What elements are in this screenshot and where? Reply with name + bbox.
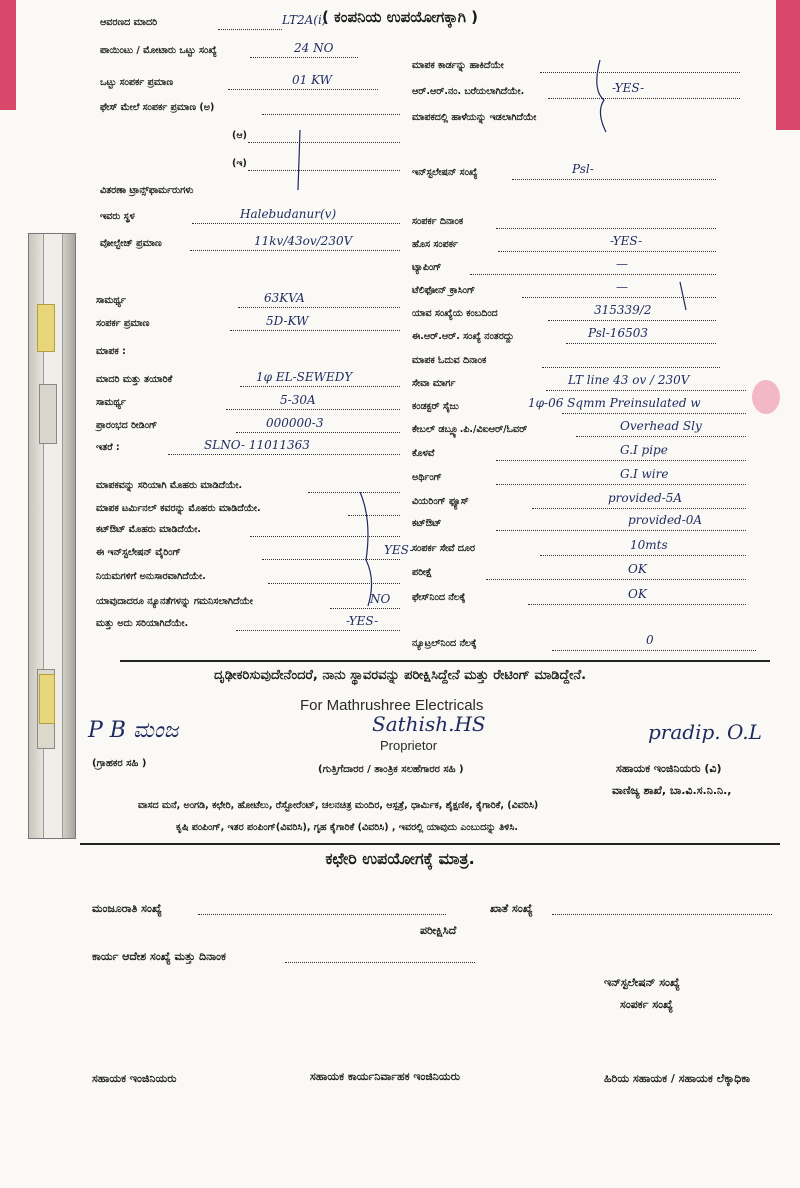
left-field-label: ಆವರಣದ ಮಾದರಿ — [100, 17, 158, 28]
left-field-line — [238, 307, 400, 308]
office-use-title: ಕಛೇರಿ ಉಪಯೋಗಕ್ಕೆ ಮಾತ್ರ. — [325, 849, 475, 868]
tape-piece — [39, 384, 57, 444]
right-field-value: 315339/2 — [594, 303, 652, 317]
engineer-title: ಸಹಾಯಕ ಇಂಜಿನಿಯರು (ವಿ) — [616, 762, 722, 775]
left-field-value: 000000-3 — [266, 416, 324, 430]
left-field-value: SLNO- 11011363 — [204, 438, 310, 452]
engineer-signature: pradip. O.L — [648, 720, 762, 744]
left-field-label: ನಿಯಮಗಳಿಗೆ ಅನುಸಾರವಾಗಿದೆಯೇ. — [96, 571, 206, 582]
right-field-label: ಆರ್.ಆರ್.ನಂ. ಬರೆಯಲಾಗಿದೆಯೇ. — [412, 86, 525, 97]
left-field-value: 24 NO — [294, 41, 334, 55]
left-field-label: ಕಟ್‌ಔಟ್ ಮೊಹರು ಮಾಡಿದೆಯೇ. — [96, 524, 201, 535]
left-field-value: 01 KW — [292, 73, 332, 87]
right-field-label: ಈ.ಆರ್.ಆರ್. ಸಂಖ್ಯೆ ನಂತರದ್ದು — [412, 331, 514, 342]
left-field-label: ವೋಲ್ಟೇಜ್ ಪ್ರಮಾಣ — [100, 238, 162, 249]
left-field-line — [240, 386, 400, 387]
left-field-line — [330, 608, 400, 609]
work-order-label: ಕಾರ್ಯ ಆದೇಶ ಸಂಖ್ಯೆ ಮತ್ತು ದಿನಾಂಕ — [92, 950, 226, 963]
work-order-line — [285, 962, 475, 963]
left-field-line — [262, 559, 400, 560]
divider-line — [80, 843, 780, 845]
left-field-line — [168, 454, 400, 455]
sanction-no-label: ಮಂಜೂರಾತಿ ಸಂಖ್ಯೆ — [92, 902, 162, 915]
left-field-line — [268, 583, 400, 584]
right-field-value: 10mts — [630, 538, 668, 552]
left-field-value: LT2A(i) — [282, 13, 327, 27]
right-field-value: OK — [628, 562, 647, 576]
right-field-value: 1φ-06 Sqmm Preinsulated w — [528, 396, 701, 410]
left-field-line — [236, 432, 400, 433]
left-field-line — [308, 492, 400, 493]
right-field-label: ಕೇಬಲ್ ಡಬ್ಲ್ಯೂ.ಪಿ./ವಿಐಆರ್/ಓವರ್ — [412, 424, 528, 435]
left-field-line — [226, 409, 400, 410]
contractor-signature: Sathish.HS — [372, 712, 486, 736]
customer-sign-label: (ಗ್ರಾಹಕರ ಸಹಿ ) — [92, 758, 147, 769]
categories-line-1: ವಾಸದ ಮನೆ, ಅಂಗಡಿ, ಕಛೇರಿ, ಹೋಟೆಲು, ರೆಸ್ಟೋರೆಂಟ್, ಚಲನಚಿತ್ರ ಮಂದಿರ, ಆಸ್ಪತ್ರೆ, ಧಾರ್ಮಿಕ, ಶೈಕ್ಷಣಿಕ, ಕೈಗಾರಿಕೆ, (ವಿವರಿಸಿ) — [138, 800, 539, 811]
left-field-label: ಇವರು ಸ್ಥಳ — [100, 211, 135, 222]
installation-no-label: ಇನ್‌ಸ್ಟಲೇಷನ್ ಸಂಖ್ಯೆ — [604, 976, 680, 989]
pink-blob — [752, 380, 780, 414]
declaration-text: ದೃಢೀಕರಿಸುವುದೇನೆಂದರೆ, ನಾನು ಸ್ಥಾವರವನ್ನು ಪರೀಕ್ಷಿಸಿದ್ದೇನೆ ಮತ್ತು ರೇಟಿಂಗ್ ಮಾಡಿದ್ದೇನೆ. — [213, 668, 587, 683]
left-field-label: ಮಾಪಕ : — [96, 346, 126, 357]
right-field-label: ಸಂಪರ್ಕ ದಿನಾಂಕ — [412, 216, 464, 227]
stamp-for: For Mathrushree Electricals — [300, 697, 484, 714]
left-field-label: ವಿತರಣಾ ಟ್ರಾನ್ಸ್‌ಫಾರ್ಮರುಗಳು — [100, 185, 194, 196]
right-field-line — [532, 508, 746, 509]
customer-signature: P B ಮಂಜ — [88, 718, 179, 743]
right-field-line — [546, 390, 746, 391]
right-field-value: OK — [628, 587, 647, 601]
right-field-value: provided-5A — [608, 491, 683, 505]
right-field-line — [496, 484, 746, 485]
right-field-line — [542, 367, 720, 368]
left-field-label: ಮಾದರಿ ಮತ್ತು ತಯಾರಿಕೆ — [96, 374, 173, 385]
left-field-line — [348, 515, 400, 516]
right-field-label: ಇನ್‌ಸ್ಟಲೇಷನ್ ಸಂಖ್ಯೆ — [412, 167, 478, 178]
right-field-value: Psl-16503 — [588, 326, 648, 340]
right-field-line — [470, 274, 716, 275]
right-field-label: ಟೆಲಿಫೋನ್ ಕ್ರಾಸಿಂಗ್ — [412, 285, 476, 296]
left-field-value: YES- — [384, 543, 414, 557]
right-field-line — [498, 251, 716, 252]
right-field-label: ನ್ಯೂಟ್ರಲ್‌ನಿಂದ ನೆಲಕ್ಕೆ — [412, 638, 477, 649]
left-field-label: ಫೇಸ್ ಮೇಲೆ ಸಂಪರ್ಕ ಪ್ರಮಾಣ (ಅ) — [100, 102, 215, 113]
divider-line — [120, 660, 770, 662]
right-field-line — [566, 343, 716, 344]
right-field-label: ಕಂಡಕ್ಟರ್ ಸೈಜು — [412, 401, 459, 412]
left-field-label: ಮಾಪಕವನ್ನು ಸರಿಯಾಗಿ ಮೊಹರು ಮಾಡಿದೆಯೇ. — [96, 480, 243, 491]
left-field-line — [228, 89, 378, 90]
left-field-value: -YES- — [346, 614, 379, 628]
left-field-label: ಸಾಮರ್ಥ್ಯ — [96, 295, 126, 306]
right-field-label: ಹೊಸ ಸಂಪರ್ಕ — [412, 239, 458, 250]
right-field-line — [562, 413, 746, 414]
left-field-value: NO — [370, 592, 391, 606]
left-field-label: (ಆ) — [232, 130, 247, 141]
account-no-line — [552, 914, 772, 915]
right-field-line — [486, 579, 746, 580]
right-field-line — [540, 72, 740, 73]
right-field-value: Overhead Sly — [620, 419, 702, 433]
right-field-line — [496, 530, 746, 531]
ae-label: ಸಹಾಯಕ ಇಂಜಿನಿಯರು — [92, 1072, 177, 1085]
right-field-line — [522, 297, 716, 298]
right-field-line — [548, 98, 740, 99]
right-field-label: ಪರೀಕ್ಷೆ — [412, 567, 432, 578]
left-field-value: 11kv/43ov/230V — [254, 234, 353, 248]
right-field-value: 0 — [646, 633, 654, 647]
right-field-label: ಸೇವಾ ಮಾರ್ಗ — [412, 378, 456, 389]
page-title: ( ಕಂಪನಿಯ ಉಪಯೋಗಕ್ಕಾಗಿ ) — [321, 8, 479, 26]
left-field-label: ಮಾಪಕ ಟರ್ಮಿನಲ್ ಕವರನ್ನು ಮೊಹರು ಮಾಡಿದೆಯೇ. — [96, 503, 261, 514]
left-field-value: 63KVA — [264, 291, 305, 305]
senior-assistant-label: ಹಿರಿಯ ಸಹಾಯಕ / ಸಹಾಯಕ ಲೆಕ್ಕಾಧಿಕಾ — [604, 1072, 751, 1085]
left-field-label: ಸಂಪರ್ಕ ಪ್ರಮಾಣ — [96, 318, 150, 329]
right-field-value: LT line 43 ov / 230V — [568, 373, 690, 387]
left-field-label: ಈ ಇನ್‌ಸ್ಟಲೇಷನ್ ವೈರಿಂಗ್ — [96, 547, 181, 558]
right-field-line — [552, 650, 756, 651]
right-field-line — [496, 460, 746, 461]
left-field-line — [248, 170, 400, 171]
left-field-label: ಪ್ರಾರಂಭದ ರೀಡಿಂಗ್ — [96, 420, 158, 431]
left-field-value: 5D-KW — [266, 314, 309, 328]
sanction-no-line — [198, 914, 446, 915]
right-field-label: ಟ್ಯಾಪಿಂಗ್ — [412, 262, 442, 273]
right-field-value: G.I wire — [620, 467, 669, 481]
right-field-value: G.I pipe — [620, 443, 668, 457]
left-field-label: ಒಟ್ಟು ಸಂಪರ್ಕ ಪ್ರಮಾಣ — [100, 77, 174, 88]
engineer-place: ವಾಣಿಜ್ಯ ಶಾಖೆ, ಬಾ.ವಿ.ಸ.ನಿ.ನಿ., — [612, 784, 732, 797]
right-field-value: — — [616, 280, 628, 294]
right-field-line — [540, 555, 746, 556]
right-field-label: ಮಾಪಕ ಓದುವ ದಿನಾಂಕ — [412, 355, 487, 366]
right-field-value: provided-0A — [628, 513, 703, 527]
right-field-label: ಯಾವ ಸಂಖ್ಯೆಯ ಕಂಬದಿಂದ — [412, 308, 498, 319]
connection-no-label: ಸಂಪರ್ಕ ಸಂಖ್ಯೆ — [620, 998, 673, 1011]
right-field-label: ಅರ್ಥಿಂಗ್ — [412, 472, 442, 483]
left-field-label: ಇತರೆ : — [96, 442, 120, 453]
left-field-line — [236, 630, 400, 631]
left-field-line — [248, 142, 400, 143]
right-field-label: ವಿಯರಿಂಗ್ ಫ್ಯೂಸ್ — [412, 496, 469, 507]
binder-strip — [28, 233, 76, 839]
left-field-line — [192, 223, 400, 224]
left-field-line — [250, 57, 358, 58]
left-field-value: 1φ EL-SEWEDY — [256, 370, 353, 384]
right-field-label: ಕೊಳವೆ — [412, 448, 435, 459]
right-field-value: -YES- — [610, 234, 643, 248]
left-field-label: ಪಾಯಿಂಟು / ಮೋಟಾರು ಒಟ್ಟು ಸಂಖ್ಯೆ — [100, 45, 217, 56]
left-field-value: 5-30A — [280, 393, 316, 407]
right-field-line — [576, 436, 746, 437]
contractor-sign-label: (ಗುತ್ತಿಗೆದಾರರ / ತಾಂತ್ರಿಕ ಸಲಹೆಗಾರರ ಸಹಿ ) — [318, 764, 464, 775]
account-no-label: ಖಾತೆ ಸಂಖ್ಯೆ — [490, 902, 533, 915]
right-field-line — [496, 228, 716, 229]
right-field-label: ಸಂಪರ್ಕ ಸೇವೆ ದೂರ — [412, 543, 476, 554]
right-field-value: — — [616, 257, 628, 271]
right-field-line — [512, 179, 716, 180]
right-field-line — [528, 604, 746, 605]
right-field-value: -YES- — [612, 81, 645, 95]
left-field-label: (ಇ) — [232, 158, 247, 169]
left-field-line — [230, 330, 400, 331]
checked-label: ಪರೀಕ್ಷಿಸಿದೆ — [420, 924, 457, 937]
left-field-line — [262, 114, 400, 115]
right-field-label: ಮಾಪಕ ಕಾರ್ಡನ್ನು ಹಾಕಿದೆಯೇ — [412, 60, 504, 71]
left-field-label: ಸಾಮರ್ಥ್ಯ — [96, 397, 126, 408]
aee-label: ಸಹಾಯಕ ಕಾರ್ಯನಿರ್ವಾಹಕ ಇಂಜಿನಿಯರು — [310, 1070, 461, 1083]
left-field-line — [250, 536, 400, 537]
right-field-label: ಕಟ್‌ಔಟ್ — [412, 518, 442, 529]
tape-piece — [37, 304, 55, 352]
left-field-value: Halebudanur(v) — [240, 207, 337, 221]
right-field-label: ಮಾಪಕದಲ್ಲಿ ಹಾಳೆಯನ್ನು ಇಡಲಾಗಿದೆಯೇ — [412, 112, 537, 123]
left-field-line — [218, 29, 282, 30]
right-field-value: Psl- — [572, 162, 594, 176]
categories-line-2: ಕೃಷಿ ಪಂಪಿಂಗ್, ಇತರ ಪಂಪಿಂಗ್(ವಿವರಿಸಿ), ಗೃಹ ಕೈಗಾರಿಕೆ (ವಿವರಿಸಿ) , ಇವರಲ್ಲಿ ಯಾವುದು ಎಂಬುದನ್ನು ತಿಳಿಸಿ. — [176, 822, 518, 833]
left-field-label: ಮತ್ತು ಅದು ಸರಿಯಾಗಿದೆಯೇ. — [96, 618, 189, 629]
left-field-line — [190, 250, 400, 251]
stamp-proprietor: Proprietor — [380, 738, 438, 753]
right-field-line — [548, 320, 716, 321]
left-field-label: ಯಾವುದಾದರೂ ನ್ಯೂನತೆಗಳನ್ನು ಗಮನಿಸಲಾಗಿದೆಯೇ — [96, 596, 253, 607]
right-field-label: ಫೇಸ್‌ನಿಂದ ನೆಲಕ್ಕೆ — [412, 592, 466, 603]
